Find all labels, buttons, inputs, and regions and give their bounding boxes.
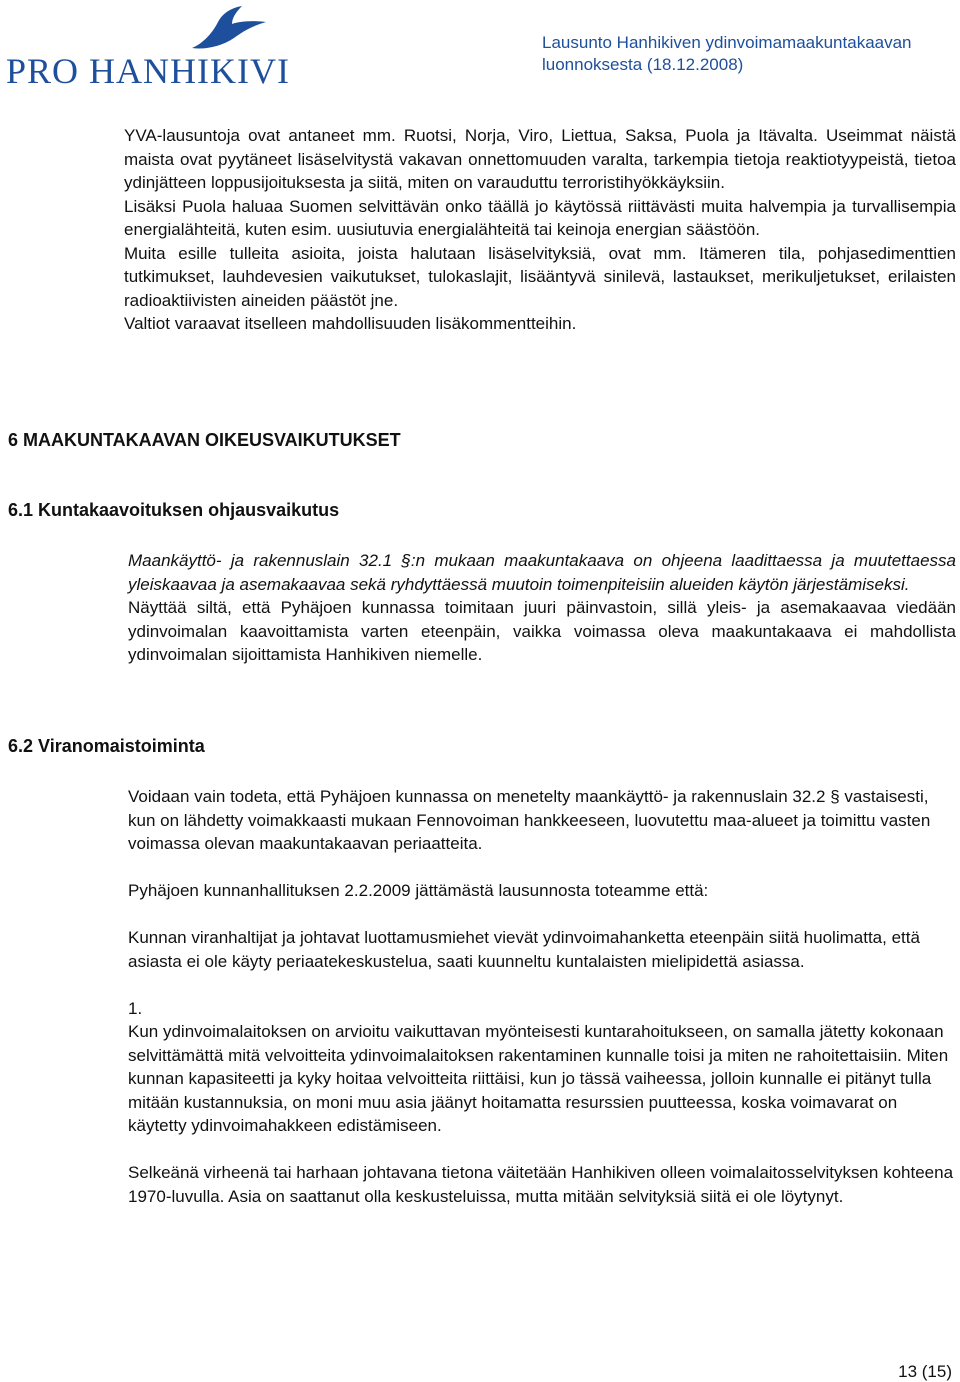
document-title-line-2: luonnoksesta (18.12.2008) [542, 55, 744, 74]
section-6-1-paragraph: Näyttää siltä, että Pyhäjoen kunnassa toimitaan juuri päinvastoin, sillä yleis- ja asemakaavaa viedään ydinvoimalan kaavoittamista varten eteenpäin, vaikka voimassa oleva maakuntakaava ei mahdollista ydinvoimalan sijoittamista Hanhikiven niemelle. [128, 598, 956, 664]
section-6-2-paragraph-5: Selkeänä virheenä tai harhaan johtavana tietona väitetään Hanhikiven olleen voimalaitosselvityksen kohteena 1970-luvulla. Asia on saattanut olla keskusteluissa, mutta mitään selvityksiä siitä ei ole löytynyt. [128, 1163, 954, 1206]
logo-text: PRO HANHIKIVI [6, 51, 290, 91]
section-6-2-body [128, 785, 956, 1232]
document-title-line-1: Lausunto Hanhikiven ydinvoimamaakuntakaavan [542, 33, 912, 52]
section-6-heading: 6 MAAKUNTAKAAVAN OIKEUSVAIKUTUKSET [8, 430, 401, 450]
law-quote: Maankäyttö- ja rakennuslain 32.1 §:n mukaan maakuntakaava on ohjeena laadittaessa ja muutettaessa yleiskaavaa ja asemakaavaa sekä ryhdyttäessä muutoin toimenpiteisiin alueiden käytön järjestämiseksi. [128, 551, 956, 594]
section-6-2-paragraph-3: Kunnan viranhaltijat ja johtavat luottamusmiehet vievät ydinvoimahanketta eteenpäin siitä huolimatta, että asiasta ei ole käyty periaatekeskustelua, saati kuunneltu kuntalaisten mielipidettä asiassa. [128, 928, 920, 971]
section-6-1-body [128, 549, 956, 667]
intro-paragraph-1: YVA-lausuntoja ovat antaneet mm. Ruotsi, Norja, Viro, Liettua, Saksa, Puola ja Itävalta. Useimmat näistä maista ovat pyytäneet lisäselvitystä vakavan onnettomuuden varalta, tarkempia tietoja reaktiotyypeistä, tietoa ydinjätteen loppusijoituksesta ja siitä, miten on varauduttu terroristihyökkäyksiin. [124, 126, 956, 192]
page-header [0, 0, 960, 100]
section-6-2-paragraph-2: Pyhäjoen kunnanhallituksen 2.2.2009 jättämästä lausunnosta toteamme että: [128, 881, 709, 900]
section-6-2-heading: 6.2 Viranomaistoiminta [8, 736, 205, 756]
pro-hanhikivi-logo [6, 4, 306, 90]
section-6-2-paragraph-1: Voidaan vain todeta, että Pyhäjoen kunnassa on menetelty maankäyttö- ja rakennuslain 32.2 § vastaisesti, kun on lähdetty voimakkaasti mukaan Fennovoiman hankkeeseen, luovutettu maa-alueet ja toimittu vasten voimassa olevan maakuntakaavan periaatteita. [128, 787, 931, 853]
intro-paragraph-4: Valtiot varaavat itselleen mahdollisuuden lisäkommentteihin. [124, 314, 577, 333]
intro-text [124, 124, 956, 336]
intro-paragraph-2: Lisäksi Puola haluaa Suomen selvittävän onko täällä jo käytössä riittävästi muita halvempia ja turvallisempia energialähteitä, kuten esim. uusiutuvia energialähteitä tai keinoja energian säästöön. [124, 196, 956, 239]
section-6-2-paragraph-4: Kun ydinvoimalaitoksen on arvioitu vaikuttavan myönteisesti kuntarahoitukseen, on samalla jätetty kokonaan selvittämättä mitä velvoitteita ydinvoimalaitoksen rakentaminen kunnalle toisi ja miten ne rahoitettaisiin. Miten kunnan kapasiteetti ja kyky hoitaa velvoitteita riittäisi, kun jo tässä vaiheessa, jolloin kunnalle ei pitänyt tulla mitään kustannuksia, on moni muu asia jäänyt hoitamatta resurssien puutteessa, koska voimavarat on käytetty ydinvoimahakkeen edistämiseen. [128, 1022, 949, 1135]
page-number: 13 (15) [898, 1362, 952, 1381]
document-title [542, 32, 912, 76]
bird-icon [6, 4, 306, 52]
section-6-1-heading: 6.1 Kuntakaavoituksen ohjausvaikutus [8, 500, 340, 520]
list-number: 1. [128, 998, 143, 1018]
intro-paragraph-3: Muita esille tulleita asioita, joista halutaan lisäselvityksiä, ovat mm. Itämeren tila, pohjasedimenttien tutkimukset, lauhdevesien vaikutukset, tulokaslajit, lisääntyvä sinilevä, lastaukset, merikuljetukset, erilaisten radioaktiivisten aineiden päästöt jne. [124, 243, 956, 310]
